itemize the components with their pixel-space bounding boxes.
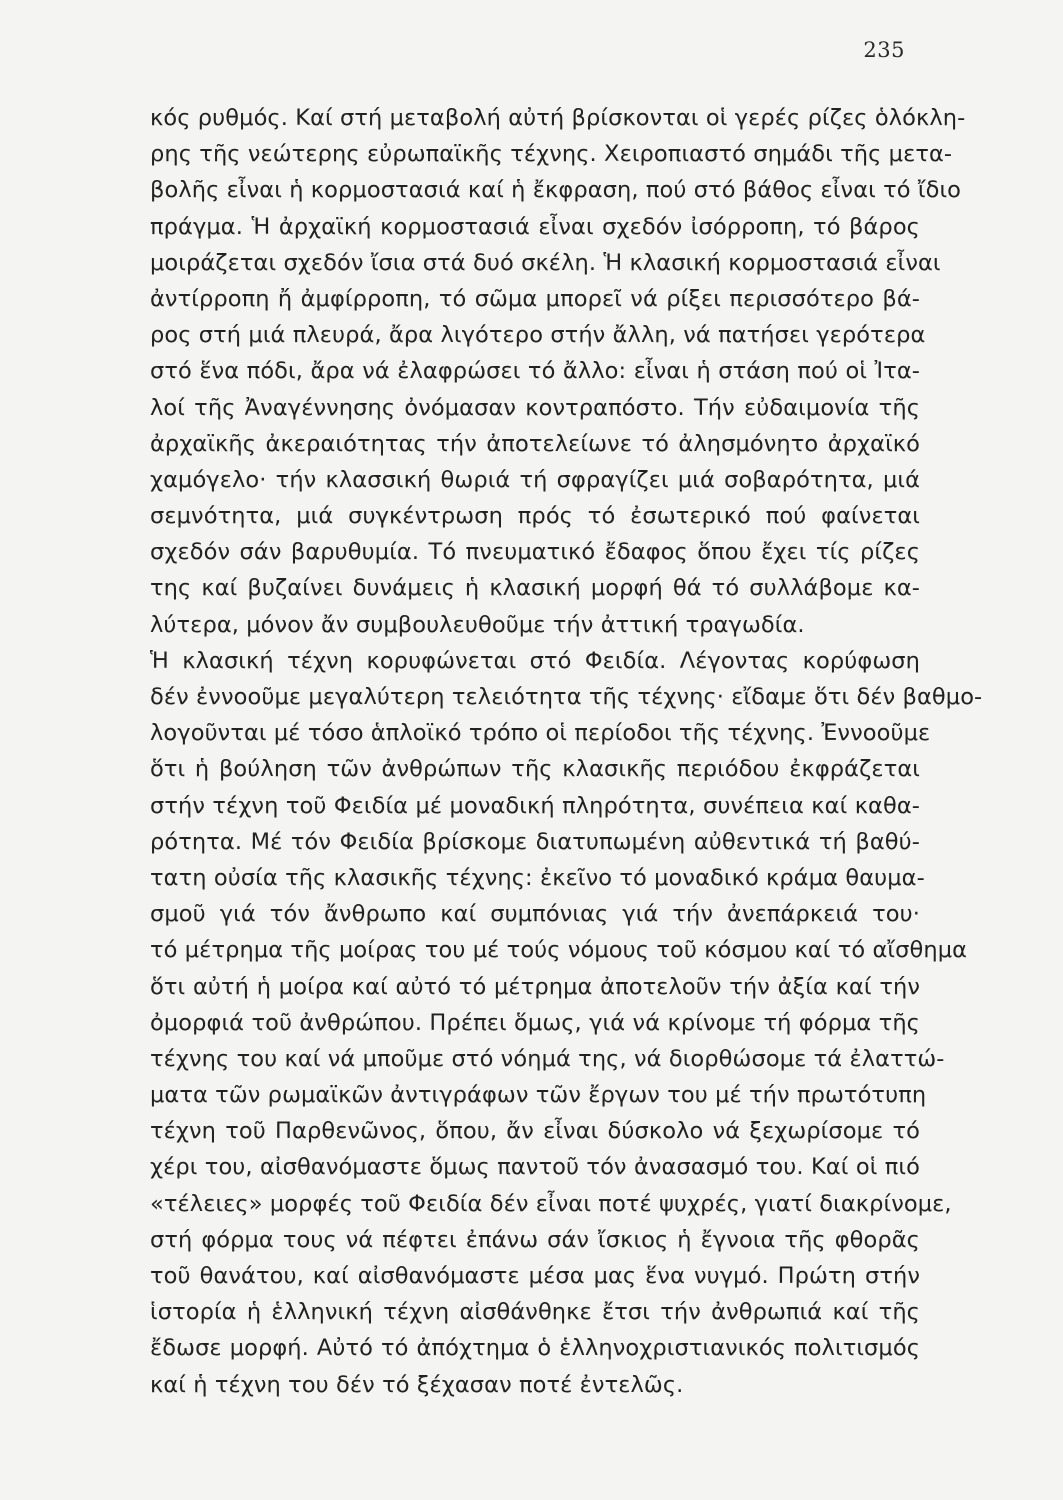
text-line: στήν τέχνη τοῦ Φειδία μέ μοναδική πληρότητα, συνέπεια καί καθα- [150, 792, 920, 819]
text-line: τατη οὐσία τῆς κλασικῆς τέχνης: ἐκεῖνο τό μοναδικό κράμα θαυμα- [150, 864, 925, 891]
text-line: χαμόγελο· τήν κλασσική θωριά τή σφραγίζει μιά σοβαρότητα, μιά [150, 466, 920, 493]
text-line: λοί τῆς Ἀναγέννησης ὀνόμασαν κοντραπόστο. Τήν εὐδαιμονία τῆς [150, 394, 920, 421]
text-line: τό μέτρημα τῆς μοίρας του μέ τούς νόμους τοῦ κόσμου καί τό αἴσθημα [150, 937, 968, 964]
text-line: χέρι του, αἰσθανόμαστε ὅμως παντοῦ τόν ἀνασασμό του. Καί οἱ πιό [150, 1154, 920, 1181]
paragraph-end-line: καί ἡ τέχνη του δέν τό ξέχασαν ποτέ ἐντελῶς. [150, 1371, 684, 1398]
text-line: ματα τῶν ρωμαϊκῶν ἀντιγράφων τῶν ἔργων του μέ τήν πρωτότυπη [150, 1082, 927, 1109]
text-line: τέχνη τοῦ Παρθενῶνος, ὅπου, ἄν εἶναι δύσκολο νά ξεχωρίσομε τό [150, 1118, 920, 1145]
text-line: τέχνης του καί νά μποῦμε στό νόημά της, νά διορθώσομε τά ἐλαττώ- [150, 1045, 945, 1072]
text-line: σχεδόν σάν βαρυθυμία. Τό πνευματικό ἔδαφος ὅπου ἔχει τίς ρίζες [150, 539, 920, 566]
text-line: της καί βυζαίνει δυνάμεις ἡ κλασική μορφή θά τό συλλάβομε κα- [150, 575, 920, 602]
text-line: ἔδωσε μορφή. Αὐτό τό ἀπόχτημα ὁ ἑλληνοχριστιανικός πολιτισμός [150, 1335, 920, 1362]
text-line: ρος στή μιά πλευρά, ἄρα λιγότερο στήν ἄλλη, νά πατήσει γερότερα [150, 322, 926, 349]
text-line: ρης τῆς νεώτερης εὐρωπαϊκῆς τέχνης. Χειροπιαστό σημάδι τῆς μετα- [150, 141, 953, 168]
body-text [150, 100, 983, 1403]
paragraph-start-line: Ἡ κλασική τέχνη κορυφώνεται στό Φειδία. Λέγοντας κορύφωση [150, 647, 920, 674]
text-line: λογοῦνται μέ τόσο ἁπλοϊκό τρόπο οἱ περίοδοι τῆς τέχνης. Ἐννοοῦμε [150, 720, 931, 747]
text-line: «τέλειες» μορφές τοῦ Φειδία δέν εἶναι ποτέ ψυχρές, γιατί διακρίνομε, [150, 1190, 952, 1217]
text-line: ὀμορφιά τοῦ ἀνθρώπου. Πρέπει ὅμως, γιά νά κρίνομε τή φόρμα τῆς [150, 1009, 920, 1036]
text-line: δέν ἐννοοῦμε μεγαλύτερη τελειότητα τῆς τέχνης· εἴδαμε ὅτι δέν βαθμο- [150, 684, 983, 710]
text-line: στή φόρμα τους νά πέφτει ἐπάνω σάν ἴσκιος ἡ ἔγνοια τῆς φθορᾶς [150, 1226, 920, 1253]
text-line: ἀρχαϊκῆς ἀκεραιότητας τήν ἀποτελείωνε τό ἀλησμόνητο ἀρχαϊκό [150, 430, 920, 457]
text-line: τοῦ θανάτου, καί αἰσθανόμαστε μέσα μας ἕνα νυγμό. Πρώτη στήν [150, 1263, 920, 1289]
text-line: μοιράζεται σχεδόν ἴσια στά δυό σκέλη. Ἡ κλασική κορμοστασιά εἶναι [150, 249, 941, 276]
text-line: ὅτι αὐτή ἡ μοίρα καί αὐτό τό μέτρημα ἀποτελοῦν τήν ἀξία καί τήν [150, 973, 920, 1000]
text-line: στό ἕνα πόδι, ἄρα νά ἐλαφρώσει τό ἄλλο: εἶναι ἡ στάση πού οἱ Ἰτα- [150, 358, 920, 385]
page-number: 235 [863, 38, 905, 62]
paragraph-end-line: λύτερα, μόνον ἄν συμβουλευθοῦμε τήν ἀττική τραγωδία. [150, 611, 805, 638]
text-line: ἀντίρροπη ἤ ἀμφίρροπη, τό σῶμα μπορεῖ νά ρίξει περισσότερο βά- [150, 285, 920, 312]
text-line: βολῆς εἶναι ἡ κορμοστασιά καί ἡ ἔκφραση, πού στό βάθος εἶναι τό ἴδιο [150, 177, 962, 204]
text-line: κός ρυθμός. Καί στή μεταβολή αὐτή βρίσκονται οἱ γερές ρίζες ὁλόκλη- [150, 105, 966, 131]
text-line: πράγμα. Ἡ ἀρχαϊκή κορμοστασιά εἶναι σχεδόν ἰσόρροπη, τό βάρος [150, 213, 920, 240]
text-line: ρότητα. Μέ τόν Φειδία βρίσκομε διατυπωμένη αὐθεντικά τή βαθύ- [150, 828, 920, 855]
text-line: σμοῦ γιά τόν ἄνθρωπο καί συμπόνιας γιά τήν ἀνεπάρκειά του· [150, 901, 920, 928]
text-line: ὅτι ἡ βούληση τῶν ἀνθρώπων τῆς κλασικῆς περιόδου ἐκφράζεται [150, 756, 920, 783]
text-line: ἱστορία ἡ ἑλληνική τέχνη αἰσθάνθηκε ἔτσι τήν ἀνθρωπιά καί τῆς [150, 1299, 920, 1326]
text-line: σεμνότητα, μιά συγκέντρωση πρός τό ἐσωτερικό πού φαίνεται [150, 503, 920, 530]
